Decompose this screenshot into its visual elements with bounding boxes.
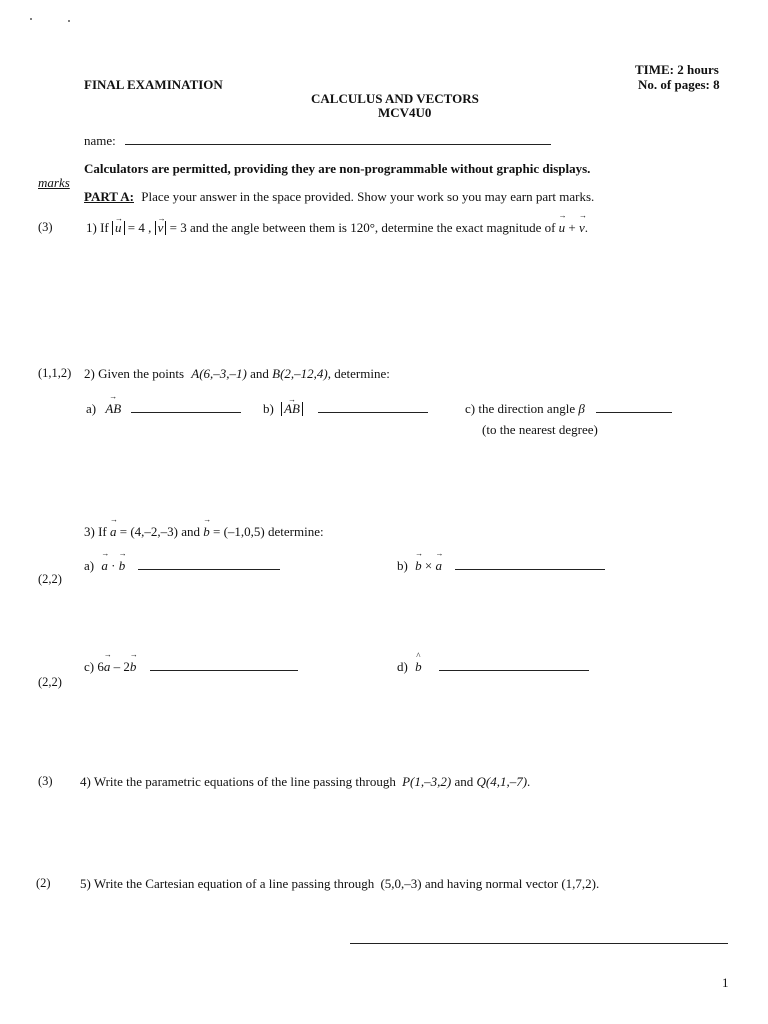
dot-operator: ·	[111, 558, 116, 573]
name-label: name:	[84, 133, 116, 148]
q4-marks: (3)	[38, 774, 53, 788]
point-b: B(2,–12,4)	[272, 366, 328, 381]
page-number: 1	[722, 975, 729, 990]
point-5-0-3: (5,0,–3)	[380, 876, 422, 891]
q3d-label: d)	[397, 659, 408, 674]
q1-end: .	[584, 220, 589, 235]
point-p: P(1,–3,2)	[402, 774, 452, 789]
unit-vector-b: ^ b	[415, 659, 422, 675]
q5-text: 5) Write the Cartesian equation of a line passing through	[80, 876, 375, 891]
q1-marks: (3)	[38, 220, 53, 234]
vector-a: → a	[104, 659, 111, 675]
q4-text: 4) Write the parametric equations of the line passing through	[80, 774, 396, 789]
q2b	[263, 401, 428, 417]
vector-a: → a	[101, 558, 108, 574]
plus-sign: +	[568, 220, 576, 235]
q2-end: , determine:	[327, 366, 390, 381]
point-q: Q(4,1,–7)	[476, 774, 528, 789]
q3c-minus: – 2	[113, 659, 130, 674]
q1-u-magnitude: = 4 ,	[127, 220, 152, 235]
q3c	[84, 659, 298, 675]
q3d-answer-line[interactable]	[439, 669, 589, 671]
scan-speck	[68, 20, 70, 22]
vector-a: → a	[110, 524, 117, 540]
q3d	[397, 659, 589, 675]
question-2	[84, 366, 390, 382]
q2-marks: (1,1,2)	[38, 366, 72, 380]
vector-u: → u	[559, 220, 566, 236]
q5-answer-line[interactable]	[350, 942, 728, 944]
q5-marks: (2)	[36, 876, 51, 890]
page-count: No. of pages: 8	[638, 77, 720, 92]
cross-operator: ×	[424, 558, 433, 573]
vector-b: → b	[203, 524, 210, 540]
q3b	[397, 558, 605, 574]
exam-title: FINAL EXAMINATION	[84, 77, 223, 92]
course-title: CALCULUS AND VECTORS	[311, 91, 479, 106]
question-3	[84, 524, 324, 540]
q5-mid-text: and having normal vector	[424, 876, 559, 891]
q2b-label: b)	[263, 401, 274, 416]
q2a	[86, 401, 241, 417]
q2-and: and	[250, 366, 269, 381]
q2b-answer-line[interactable]	[318, 411, 428, 413]
vector-v: → v	[158, 221, 164, 235]
q2c-label: c) the direction angle	[465, 401, 576, 416]
q3a	[84, 558, 280, 574]
part-a-instructions	[84, 189, 594, 205]
vector-a: → a	[435, 558, 442, 574]
name-line[interactable]	[125, 143, 551, 145]
q3-a-value: = (4,–2,–3) and	[119, 524, 201, 539]
q3-marks-cd: (2,2)	[38, 675, 62, 689]
q3a-answer-line[interactable]	[138, 568, 280, 570]
q3-b-value: = (–1,0,5) determine:	[213, 524, 324, 539]
scan-speck	[30, 18, 32, 20]
name-field[interactable]	[84, 133, 551, 149]
marks-label: marks	[38, 175, 70, 190]
q3b-label: b)	[397, 558, 408, 573]
q2c-note: (to the nearest degree)	[482, 422, 598, 437]
q3a-label: a)	[84, 558, 95, 573]
q4-and: and	[454, 774, 474, 789]
part-a-text: Place your answer in the space provided. Show your work so you may earn part marks.	[141, 189, 595, 204]
q2c-answer-line[interactable]	[596, 411, 672, 413]
vector-u: → u	[115, 221, 122, 235]
q3-marks-ab: (2,2)	[38, 572, 62, 586]
exam-time: TIME: 2 hours	[635, 62, 719, 77]
question-1	[86, 220, 588, 236]
point-a: A(6,–3,–1)	[191, 366, 247, 381]
q3b-answer-line[interactable]	[455, 568, 605, 570]
question-5	[80, 876, 599, 892]
course-code: MCV4U0	[378, 105, 432, 120]
q3c-answer-line[interactable]	[150, 669, 298, 671]
normal-vector: (1,7,2)	[561, 876, 597, 891]
question-4	[80, 774, 530, 790]
q2-text: 2) Given the points	[84, 366, 185, 381]
q1-prefix: 1) If	[86, 220, 109, 235]
q4-end: .	[527, 774, 531, 789]
q5-end: .	[596, 876, 600, 891]
q2a-answer-line[interactable]	[131, 411, 241, 413]
vector-b: → b	[119, 558, 126, 574]
q3-text: 3) If	[84, 524, 107, 539]
q2c	[465, 401, 672, 417]
part-a-label: PART A:	[84, 189, 134, 204]
q3c-label: c) 6	[84, 659, 104, 674]
vector-b: → b	[130, 659, 137, 675]
vector-ab: → AB	[284, 402, 300, 416]
q2a-label: a)	[86, 401, 97, 416]
vector-ab: → AB	[105, 401, 121, 417]
vector-b: → b	[415, 558, 422, 574]
vector-v: → v	[579, 220, 585, 236]
calculator-policy: Calculators are permitted, providing they are non-programmable without graphic displays.	[84, 161, 591, 176]
q1-text: = 3 and the angle between them is 120°, determine the exact magnitude of	[169, 220, 556, 235]
beta-symbol: β	[578, 401, 585, 416]
